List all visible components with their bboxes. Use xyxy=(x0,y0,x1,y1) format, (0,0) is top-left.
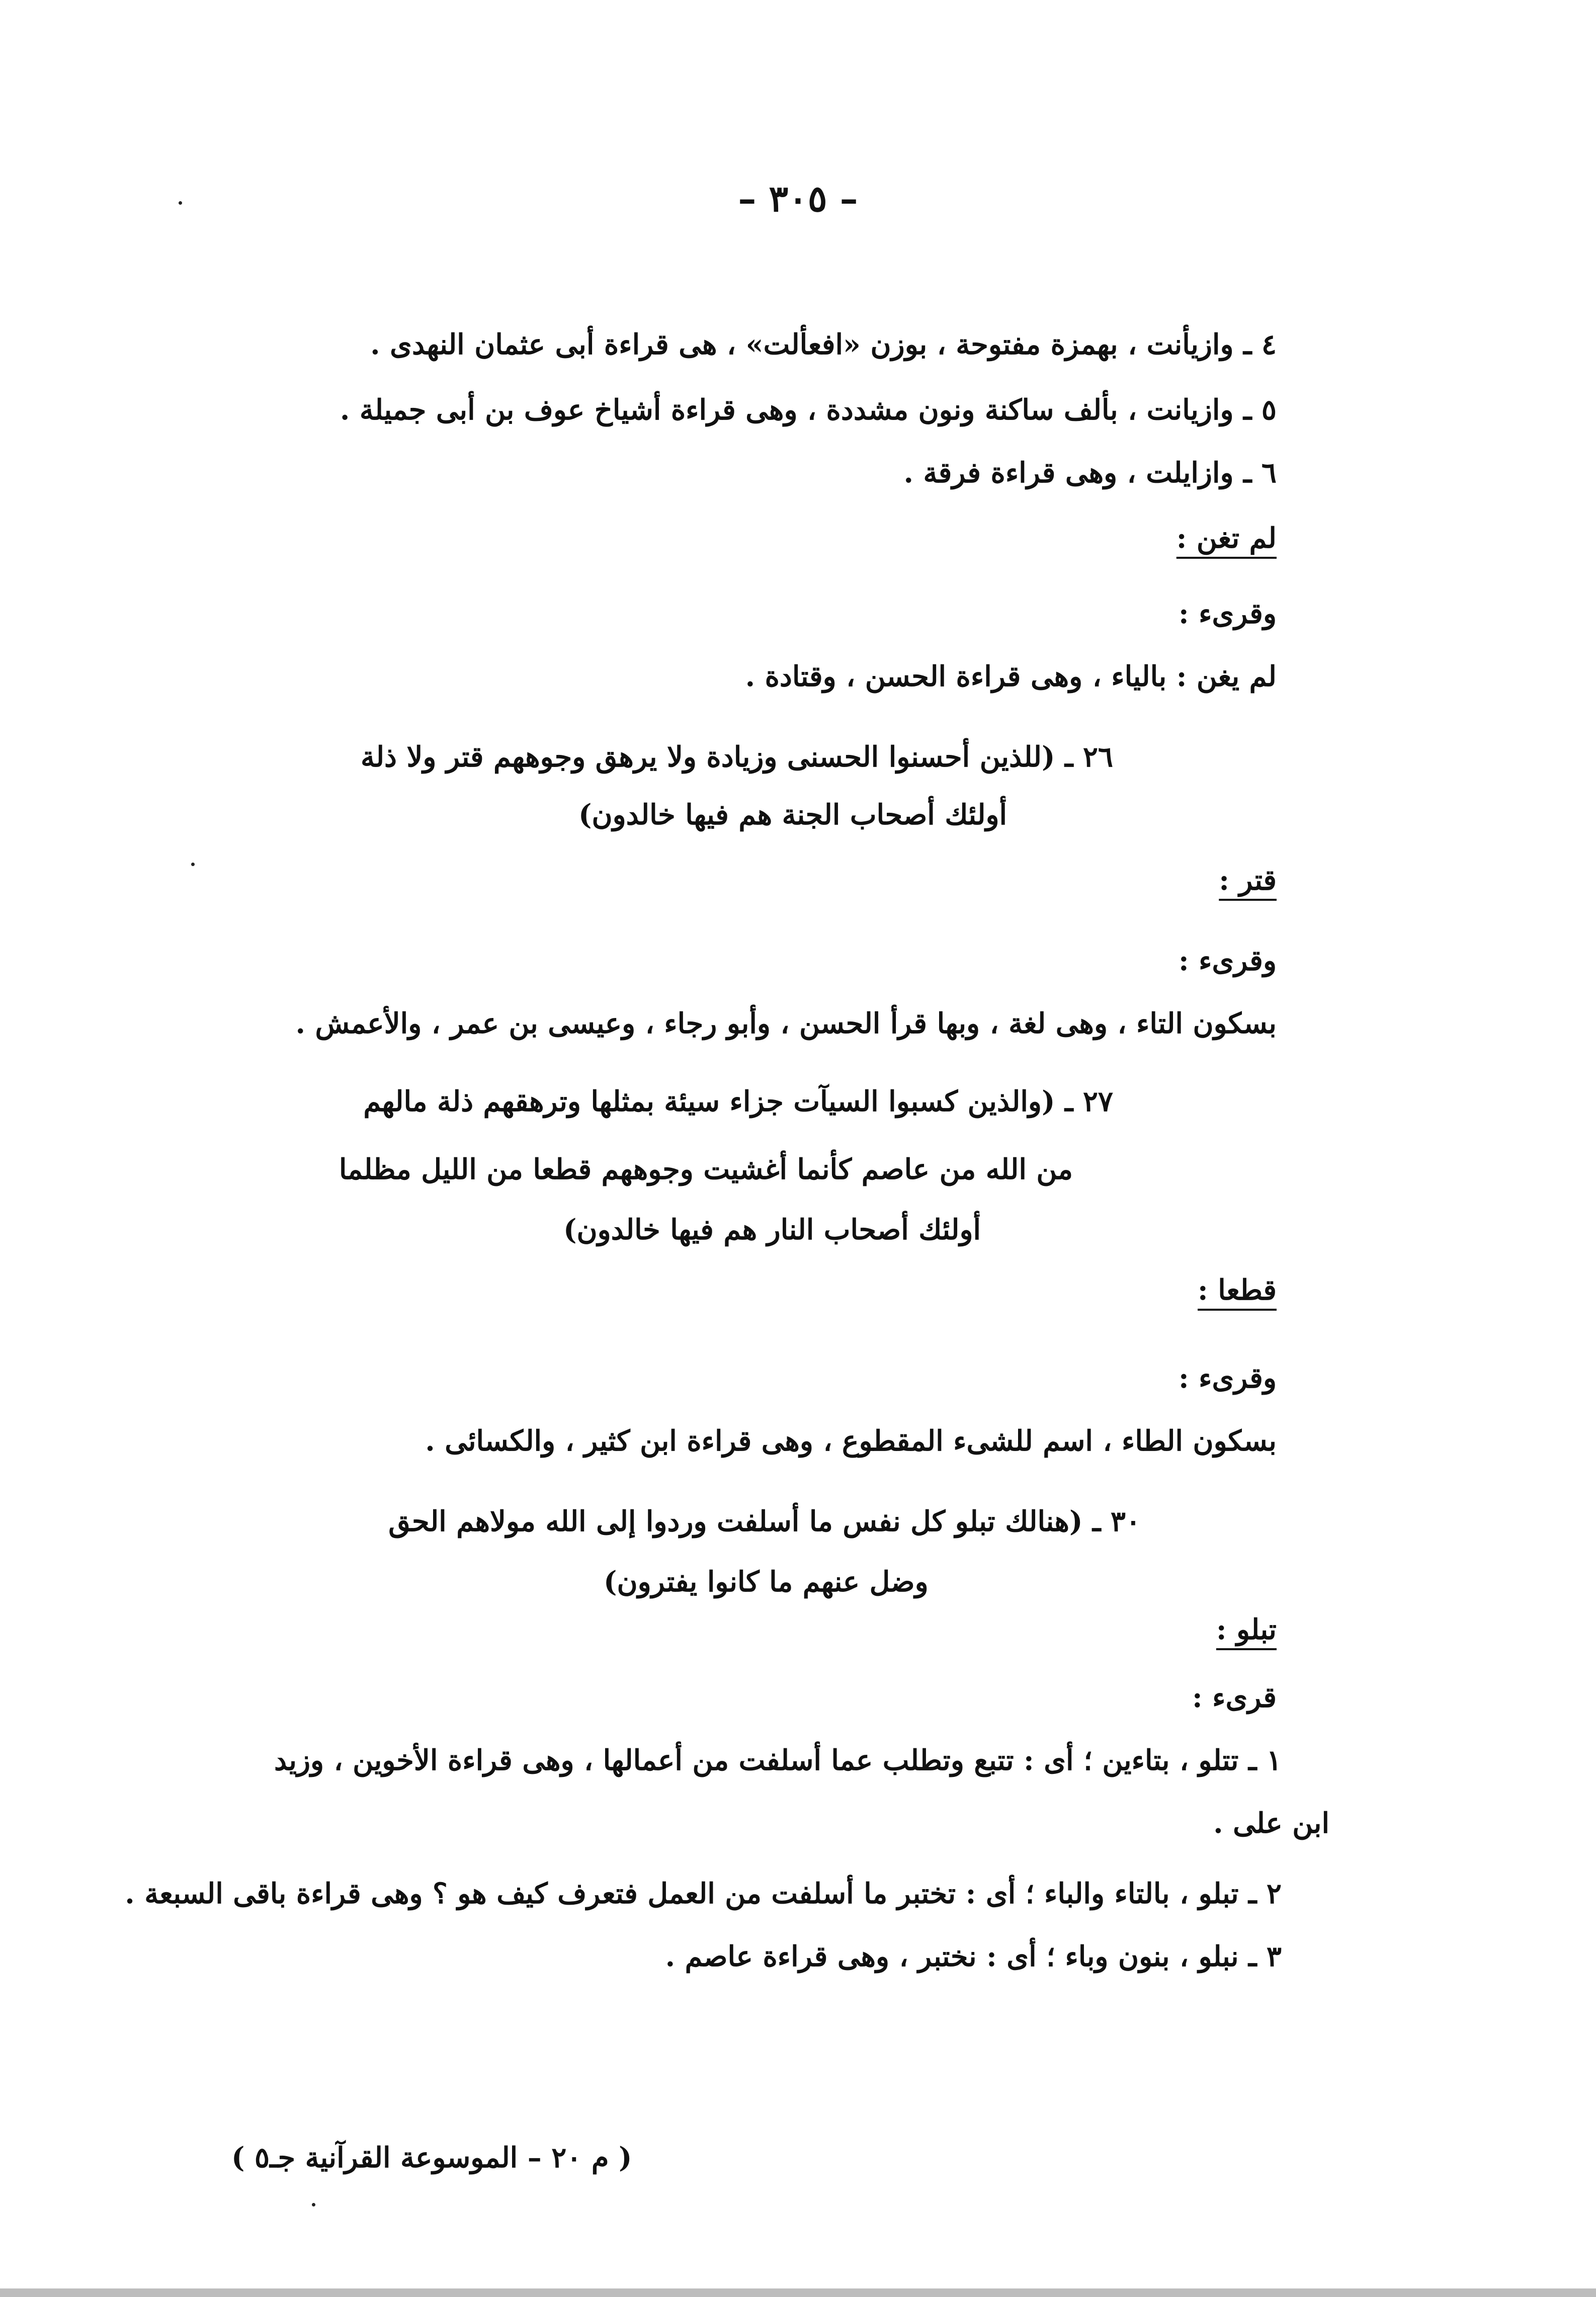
scan-speck xyxy=(312,2203,315,2206)
reading-label: قرىء : xyxy=(1192,1681,1277,1714)
text-line: ٤ ـ وازيأنت ، بهمزة مفتوحة ، بوزن «افعألت» ، هى قراءة أبى عثمان النهدى . xyxy=(370,328,1277,361)
text-line: ٣ ـ نبلو ، بنون وباء ؛ أى : نختبر ، وهى قراءة عاصم . xyxy=(665,1940,1282,1973)
reading-label: وقرىء : xyxy=(1178,944,1277,977)
verse-line: من الله من عاصم كأنما أغشيت وجوههم قطعا من الليل مظلما xyxy=(339,1153,1073,1186)
scan-speck xyxy=(179,201,182,205)
reading-label: وقرىء : xyxy=(1178,597,1277,630)
verse-line: أولئك أصحاب النار هم فيها خالدون) xyxy=(563,1213,981,1246)
verse-line: ٣٠ ـ (هنالك تبلو كل نفس ما أسلفت وردوا إلى الله مولاهم الحق xyxy=(388,1505,1141,1538)
text-line: ٦ ـ وازايلت ، وهى قراءة فرقة . xyxy=(903,456,1277,489)
section-heading: تبلو : xyxy=(1216,1613,1277,1646)
page-footer: ( م ٢٠ – الموسوعة القرآنية جـ٥ ) xyxy=(231,2141,632,2174)
scan-edge xyxy=(0,2288,1596,2297)
text-line: ١ ـ تتلو ، بتاءين ؛ أى : تتبع وتطلب عما أسلفت من أعمالها ، وهى قراءة الأخوين ، وزيد xyxy=(274,1744,1282,1777)
page-number: – ٣٠٥ – xyxy=(738,177,858,220)
verse-line: ٢٧ ـ (والذين كسبوا السيآت جزاء سيئة بمثلها وترهقهم ذلة مالهم xyxy=(363,1085,1113,1118)
verse-line: ٢٦ ـ (للذين أحسنوا الحسنى وزيادة ولا يرهق وجوههم قتر ولا ذلة xyxy=(360,740,1113,774)
section-heading: قطعا : xyxy=(1198,1273,1277,1307)
text-line: ٥ ـ وازيانت ، بألف ساكنة ونون مشددة ، وهى قراءة أشياخ عوف بن أبى جميلة . xyxy=(340,393,1277,427)
section-heading: لم تغن : xyxy=(1176,522,1277,555)
reading-label: وقرىء : xyxy=(1178,1362,1277,1395)
text-line: بسكون الطاء ، اسم للشىء المقطوع ، وهى قراءة ابن كثير ، والكسائى . xyxy=(425,1424,1277,1458)
verse-line: أولئك أصحاب الجنة هم فيها خالدون) xyxy=(578,798,1007,831)
text-line: بسكون التاء ، وهى لغة ، وبها قرأ الحسن ، وأبو رجاء ، وعيسى بن عمر ، والأعمش . xyxy=(295,1007,1277,1040)
text-line: ابن على . xyxy=(1213,1807,1329,1840)
section-heading: قتر : xyxy=(1219,864,1277,897)
verse-line: وضل عنهم ما كانوا يفترون) xyxy=(604,1565,929,1598)
scan-speck xyxy=(191,863,195,866)
text-line: ٢ ـ تبلو ، بالتاء والباء ؛ أى : تختبر ما أسلفت من العمل فتعرف كيف هو ؟ وهى قراءة باقى السبعة . xyxy=(125,1877,1282,1910)
text-line: لم يغن : بالياء ، وهى قراءة الحسن ، وقتادة . xyxy=(745,660,1277,693)
